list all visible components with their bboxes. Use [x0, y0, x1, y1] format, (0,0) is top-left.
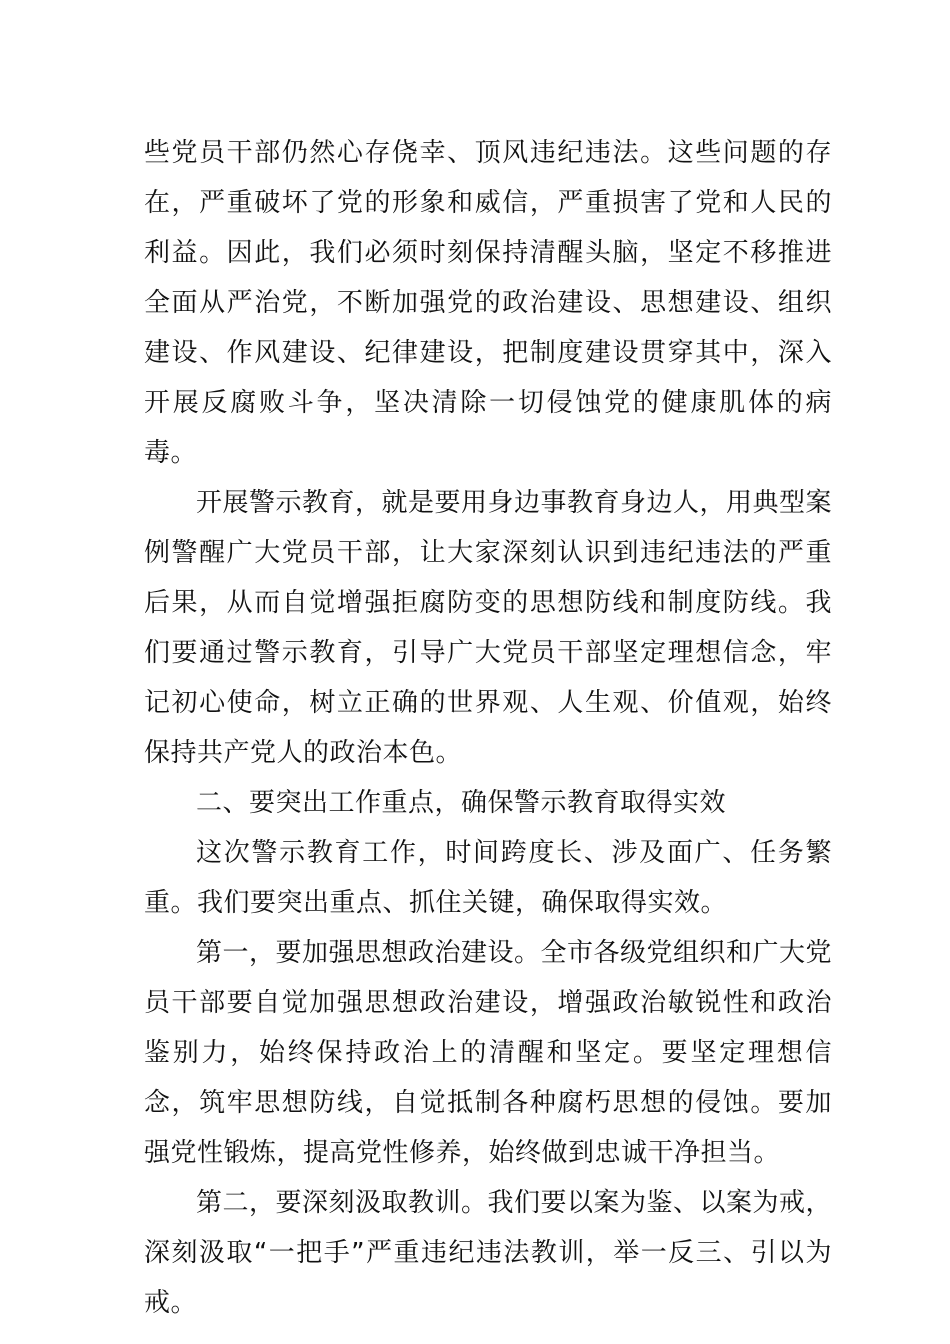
paragraph-warning-education: 开展警示教育，就是要用身边事教育身边人，用典型案例警醒广大党员干部，让大家深刻认识到违纪违法的严重后果，从而自觉增强拒腐防变的思想防线和制度防线。我们要通过警示教育，引导广大党员干部坚定理想信念，牢记初心使命，树立正确的世界观、人生观、价值观，始终保持共产党人的政治本色。: [144, 488, 833, 768]
section-heading: 二、要突出工作重点，确保警示教育取得实效: [196, 788, 727, 818]
paragraph-point-one: 第一，要加强思想政治建设。全市各级党组织和广大党员干部要自觉加强思想政治建设，增强政治敏锐性和政治鉴别力，始终保持政治上的清醒和坚定。要坚定理想信念，筑牢思想防线，自觉抵制各种腐朽思想的侵蚀。要加强党性锻炼，提高党性修养，始终做到忠诚干净担当。: [144, 938, 833, 1168]
paragraph-work-focus: 这次警示教育工作，时间跨度长、涉及面广、任务繁重。我们要突出重点、抓住关键，确保取得实效。: [144, 838, 832, 918]
paragraph-continuation: 些党员干部仍然心存侥幸、顶风违纪违法。这些问题的存在，严重破坏了党的形象和威信，严重损害了党和人民的利益。因此，我们必须时刻保持清醒头脑，坚定不移推进全面从严治党，不断加强党的政治建设、思想建设、组织建设、作风建设、纪律建设，把制度建设贯穿其中，深入开展反腐败斗争，坚决清除一切侵蚀党的健康肌体的病毒。: [144, 138, 832, 468]
paragraph-point-two: 第二，要深刻汲取教训。我们要以案为鉴、以案为戒，深刻汲取“一把手”严重违纪违法教训，举一反三、引以为戒。: [144, 1188, 833, 1318]
document-body: [144, 128, 832, 1328]
